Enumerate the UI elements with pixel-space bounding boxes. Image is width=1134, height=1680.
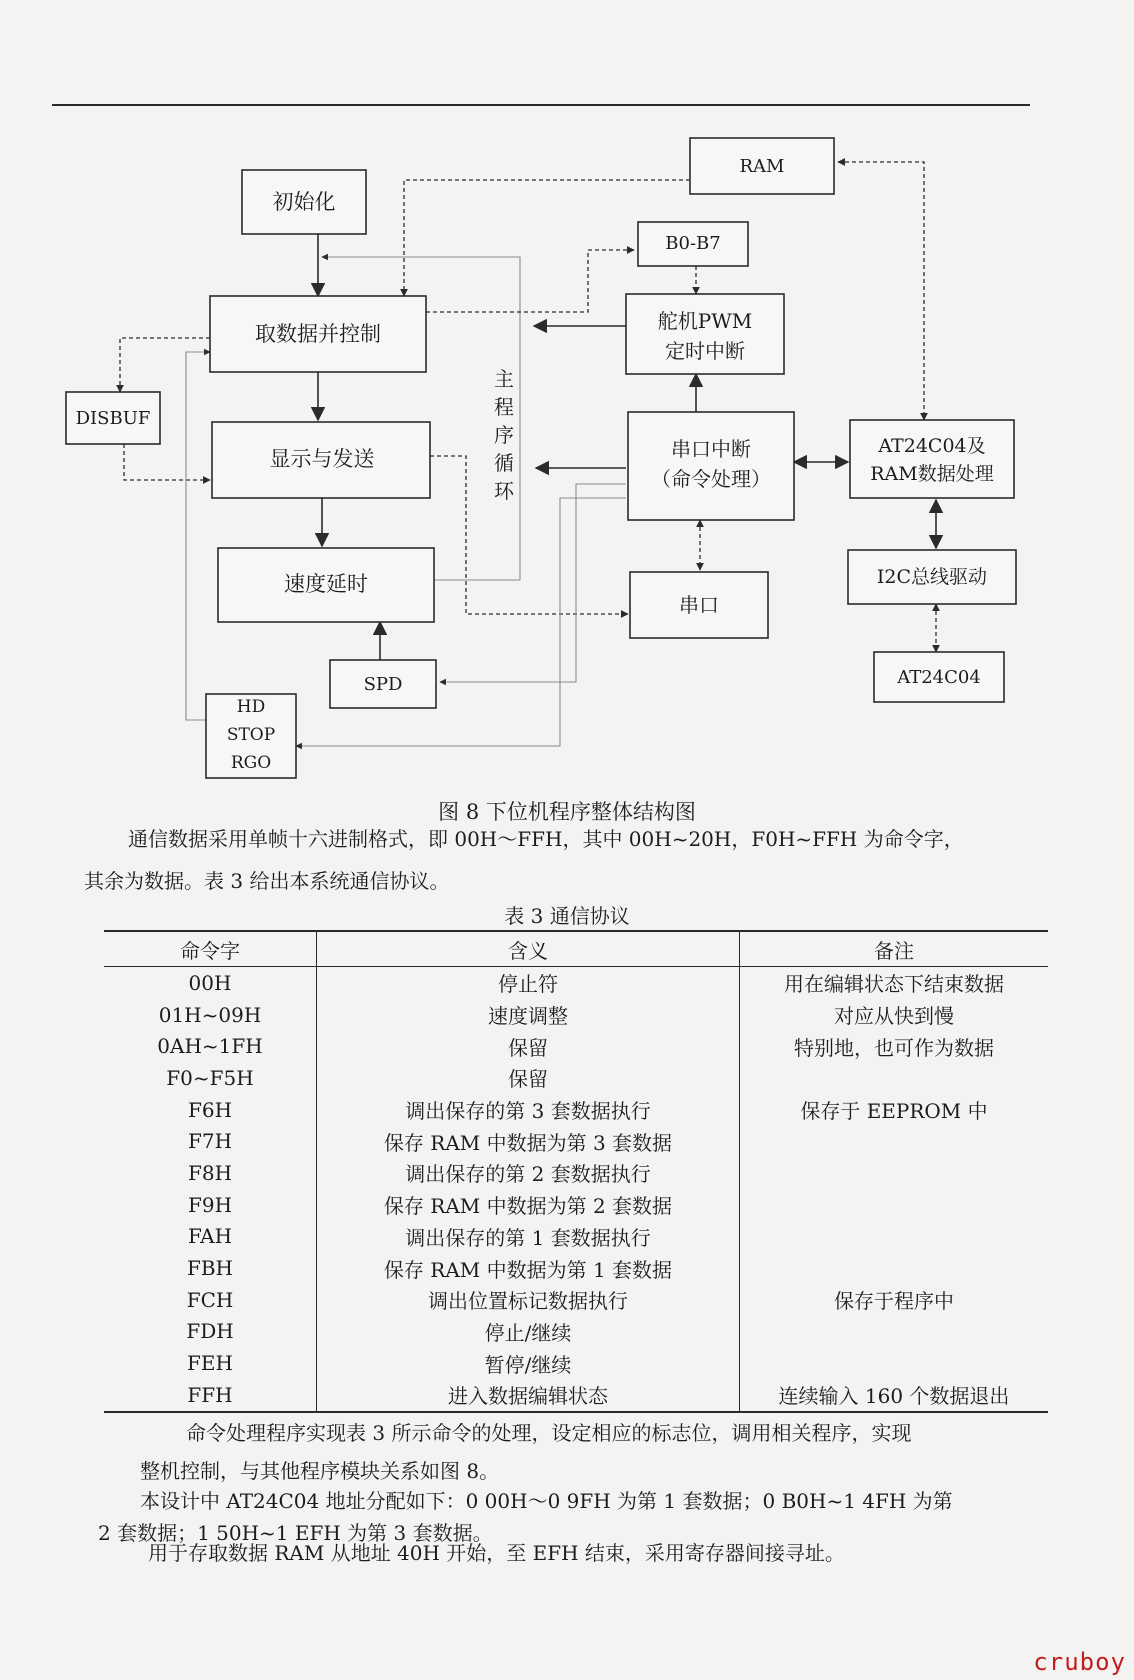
cell-meaning: 保存 RAM 中数据为第 1 套数据 xyxy=(317,1252,740,1284)
svg-text:初始化: 初始化 xyxy=(272,190,336,214)
paragraph-1-line-1: 通信数据采用单帧十六进制格式，即 00H～FFH，其中 00H~20H，F0H~FFH 为命令字， xyxy=(128,827,964,851)
table-caption: 表 3 通信协议 xyxy=(504,904,630,928)
svg-text:速度延时: 速度延时 xyxy=(284,572,368,596)
svg-text:STOP: STOP xyxy=(226,725,276,745)
structure-diagram xyxy=(0,0,1134,800)
cell-remark xyxy=(740,1157,1049,1189)
cell-meaning: 停止/继续 xyxy=(317,1316,740,1348)
svg-text:环: 环 xyxy=(494,479,514,503)
node-serial xyxy=(630,572,768,638)
svg-text:HD: HD xyxy=(236,697,266,717)
svg-text:串口中断: 串口中断 xyxy=(671,437,751,461)
cell-command: 00H xyxy=(188,970,232,995)
table-header-row xyxy=(104,931,1048,967)
cell-command: F8H xyxy=(187,1160,233,1185)
svg-text:主: 主 xyxy=(494,367,514,391)
svg-text:B0-B7: B0-B7 xyxy=(665,233,721,254)
dash-fetch-to-b0b7 xyxy=(426,250,634,312)
cell-command: FCH xyxy=(186,1287,234,1312)
table-row xyxy=(104,1252,1048,1284)
node-pwm-timer xyxy=(626,294,784,374)
table-row xyxy=(104,999,1048,1031)
cell-remark: 特别地，也可作为数据 xyxy=(740,1030,1049,1062)
svg-text:定时中断: 定时中断 xyxy=(665,339,745,363)
table-row xyxy=(104,967,1048,999)
cell-remark: 用在编辑状态下结束数据 xyxy=(740,967,1049,999)
svg-text:RGO: RGO xyxy=(230,753,272,773)
node-disbuf xyxy=(66,392,160,444)
cell-remark: 连续输入 160 个数据退出 xyxy=(740,1379,1049,1412)
cell-meaning: 调出保存的第 1 套数据执行 xyxy=(317,1221,740,1253)
cell-remark xyxy=(740,1221,1049,1253)
cell-remark xyxy=(740,1125,1049,1157)
svg-text:（命令处理）: （命令处理） xyxy=(651,467,771,491)
cell-command: FFH xyxy=(187,1382,233,1407)
node-display xyxy=(212,422,430,498)
main-loop-label xyxy=(494,367,515,503)
node-at24-ram-processing xyxy=(850,420,1014,498)
cell-meaning: 保留 xyxy=(317,1062,740,1094)
hd-to-fetch-line xyxy=(186,352,210,720)
paragraph-3-line-1: 本设计中 AT24C04 地址分配如下：0 00H～0 9FH 为第 1 套数据；0 B0H~1 4FH 为第 xyxy=(140,1489,953,1513)
table-row xyxy=(104,1347,1048,1379)
cell-meaning: 停止符 xyxy=(317,967,740,999)
cell-meaning: 进入数据编辑状态 xyxy=(317,1379,740,1412)
cell-meaning: 速度调整 xyxy=(317,999,740,1031)
node-at24c04 xyxy=(874,652,1004,702)
table-row xyxy=(104,1030,1048,1062)
table-row xyxy=(104,1221,1048,1253)
node-ram xyxy=(690,138,834,194)
dash-disbuf-to-display xyxy=(124,444,210,480)
paragraph-4: 用于存取数据 RAM 从地址 40H 开始，至 EFH 结束，采用寄存器间接寻址。 xyxy=(148,1541,845,1565)
table-row xyxy=(104,1157,1048,1189)
svg-text:SPD: SPD xyxy=(363,674,403,695)
cell-remark: 对应从快到慢 xyxy=(740,999,1049,1031)
node-delay xyxy=(218,548,434,622)
svg-text:AT24C04: AT24C04 xyxy=(897,667,981,688)
node-hd-stop-rgo xyxy=(206,694,296,778)
table-row xyxy=(104,1379,1048,1412)
svg-text:I2C总线驱动: I2C总线驱动 xyxy=(876,566,988,588)
table-row xyxy=(104,1189,1048,1221)
node-serial-interrupt xyxy=(628,412,794,520)
cell-command: FBH xyxy=(186,1256,233,1281)
cell-meaning: 调出保存的第 2 套数据执行 xyxy=(317,1157,740,1189)
svg-text:程: 程 xyxy=(494,395,514,419)
cell-remark xyxy=(740,1347,1049,1379)
svg-text:显示与发送: 显示与发送 xyxy=(269,447,375,471)
protocol-table xyxy=(104,930,1048,1413)
cell-remark xyxy=(740,1316,1049,1348)
svg-text:RAM数据处理: RAM数据处理 xyxy=(870,463,994,485)
svg-text:AT24C04及: AT24C04及 xyxy=(878,435,986,457)
figure-caption: 图 8 下位机程序整体结构图 xyxy=(438,800,696,824)
cell-remark xyxy=(740,1252,1049,1284)
cell-remark xyxy=(740,1189,1049,1221)
paragraph-2-line-1: 命令处理程序实现表 3 所示命令的处理，设定相应的标志位，调用相关程序，实现 xyxy=(186,1421,912,1445)
cell-command: F0~F5H xyxy=(166,1065,254,1090)
cell-command: 0AH~1FH xyxy=(157,1034,263,1059)
table-row xyxy=(104,1094,1048,1126)
svg-text:DISBUF: DISBUF xyxy=(75,408,151,429)
cell-meaning: 调出位置标记数据执行 xyxy=(317,1284,740,1316)
header-meaning: 含义 xyxy=(317,931,740,967)
cell-command: F7H xyxy=(187,1129,233,1154)
dash-display-to-serial xyxy=(430,456,628,614)
node-init xyxy=(242,170,366,234)
dash-fetch-to-disbuf xyxy=(120,338,210,392)
table-row xyxy=(104,1284,1048,1316)
node-fetch xyxy=(210,296,426,372)
svg-text:串口: 串口 xyxy=(679,593,719,617)
paragraph-3-line-2: 2 套数据；1 50H~1 EFH 为第 3 套数据。 xyxy=(98,1521,493,1545)
watermark-text: cruboy xyxy=(1033,1648,1126,1676)
cell-command: 01H~09H xyxy=(158,1002,262,1027)
table-row xyxy=(104,1062,1048,1094)
svg-text:取数据并控制: 取数据并控制 xyxy=(255,322,381,346)
cell-command: FDH xyxy=(186,1319,234,1344)
cell-remark: 保存于程序中 xyxy=(740,1284,1049,1316)
cell-meaning: 保留 xyxy=(317,1030,740,1062)
cell-command: FAH xyxy=(187,1224,233,1249)
table-row xyxy=(104,1125,1048,1157)
svg-text:序: 序 xyxy=(494,423,514,447)
cell-remark: 保存于 EEPROM 中 xyxy=(740,1094,1049,1126)
dash-ram-to-atram xyxy=(838,162,924,420)
header-command: 命令字 xyxy=(104,931,317,967)
cell-command: F9H xyxy=(187,1192,233,1217)
cell-meaning: 暂停/继续 xyxy=(317,1347,740,1379)
cell-command: FEH xyxy=(187,1351,233,1376)
svg-text:舵机PWM: 舵机PWM xyxy=(657,309,753,333)
paragraph-1-line-2: 其余为数据。表 3 给出本系统通信协议。 xyxy=(84,869,450,893)
node-b0b7 xyxy=(638,222,748,266)
cell-remark xyxy=(740,1062,1049,1094)
svg-text:循: 循 xyxy=(494,451,514,475)
svg-text:RAM: RAM xyxy=(739,156,785,177)
cell-meaning: 调出保存的第 3 套数据执行 xyxy=(317,1094,740,1126)
node-i2c-driver xyxy=(848,550,1016,604)
cell-meaning: 保存 RAM 中数据为第 3 套数据 xyxy=(317,1125,740,1157)
cell-command: F6H xyxy=(187,1097,233,1122)
header-remark: 备注 xyxy=(740,931,1049,967)
table-row xyxy=(104,1316,1048,1348)
cell-meaning: 保存 RAM 中数据为第 2 套数据 xyxy=(317,1189,740,1221)
node-spd xyxy=(330,660,436,708)
serialint-to-spd-line xyxy=(440,484,626,682)
paragraph-2-line-2: 整机控制，与其他程序模块关系如图 8。 xyxy=(140,1459,500,1483)
